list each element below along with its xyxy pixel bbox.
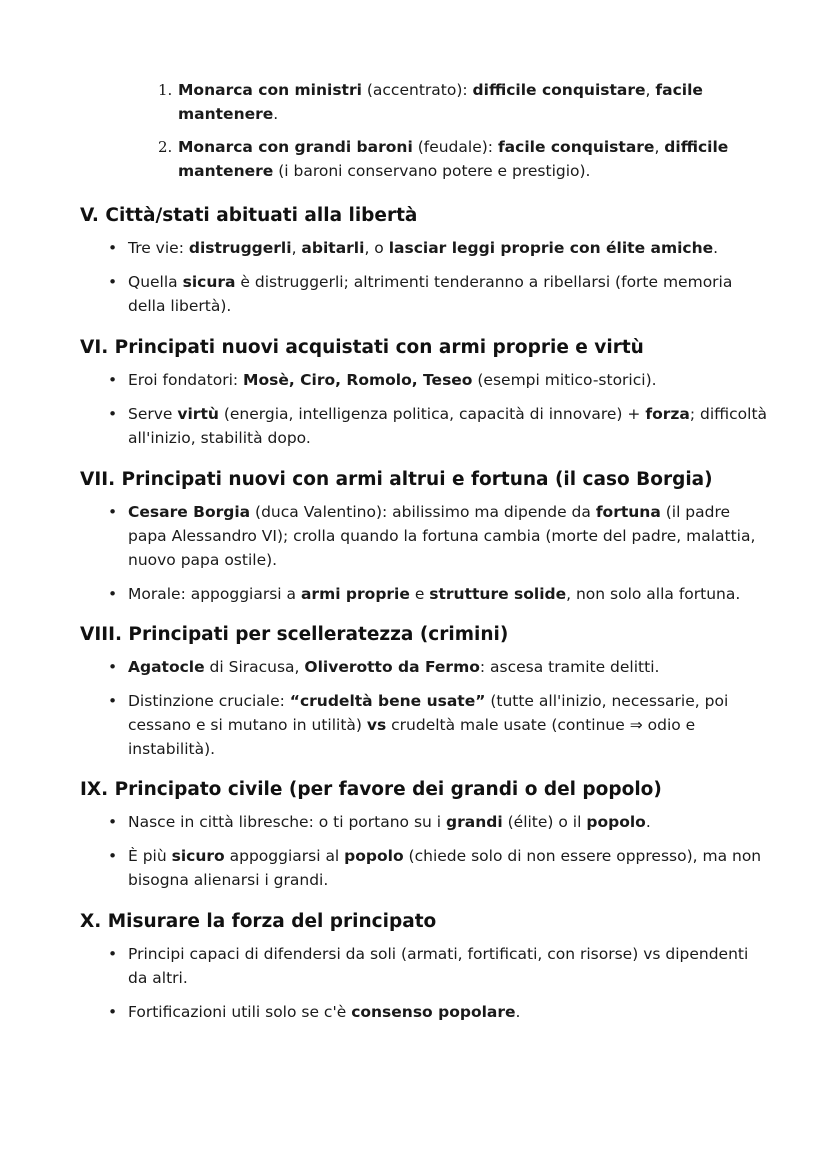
bullet-item (108, 270, 770, 318)
text-segment: (tutte all'inizio, necessarie, poi cessano e si mutano in utilità) (128, 692, 729, 734)
bullet-item (108, 655, 770, 679)
bold-text: fortuna (595, 503, 661, 521)
bullet-item (108, 236, 770, 260)
bullet-icon: • (108, 503, 118, 521)
bold-text: Monarca con grandi baroni (178, 138, 413, 156)
bullet-list (80, 368, 770, 450)
text-segment: È più (128, 847, 172, 865)
bold-text: virtù (177, 405, 219, 423)
bold-text: Cesare Borgia (128, 503, 251, 521)
bullet-icon: • (108, 239, 118, 257)
bullet-list (80, 655, 770, 761)
bullet-item (108, 582, 770, 606)
bold-text: lasciar leggi proprie con élite amiche (388, 239, 714, 257)
bold-text: Agatocle (128, 658, 205, 676)
bullet-list (80, 500, 770, 606)
bullet-list (80, 236, 770, 318)
bullet-list (80, 942, 770, 1024)
bullet-item (108, 810, 770, 834)
text-segment: Nasce in città libresche: o ti portano su i (128, 813, 447, 831)
text-segment: (accentrato): (361, 81, 473, 99)
text-segment: ; difficoltà all'inizio, stabilità dopo. (128, 405, 768, 447)
list-number: 1. (158, 81, 173, 99)
text-segment: , (291, 239, 302, 257)
section (80, 623, 770, 771)
bold-text: facile mantenere (178, 81, 703, 123)
text-segment: . (515, 1003, 521, 1021)
bold-text: sicura (182, 273, 236, 291)
bold-text: popolo (586, 813, 646, 831)
text-segment: (feudale): (412, 138, 498, 156)
text-segment: e (409, 585, 430, 603)
section (80, 204, 770, 328)
bold-text: abitarli (301, 239, 365, 257)
bullet-icon: • (108, 945, 118, 963)
bold-text: forza (645, 405, 690, 423)
text-segment: crudeltà male usate (continue ⇒ odio e instabilità). (128, 716, 696, 758)
section (80, 336, 770, 460)
bullet-item (108, 689, 770, 761)
bullet-item (108, 402, 770, 450)
text-segment: (chiede solo di non essere oppresso), ma non bisogna alienarsi i grandi. (128, 847, 762, 889)
bullet-item (108, 500, 770, 572)
text-segment: , non solo alla fortuna. (566, 585, 741, 603)
text-segment: , (645, 81, 656, 99)
bold-text: strutture solide (429, 585, 567, 603)
bullet-icon: • (108, 658, 118, 676)
text-segment: Principi capaci di difendersi da soli (armati, fortificati, con risorse) vs dipendenti da altri. (128, 945, 749, 987)
bullet-icon: • (108, 405, 118, 423)
bullet-icon: • (108, 585, 118, 603)
bold-text: difficile mantenere (178, 138, 729, 180)
bold-text: armi proprie (300, 585, 410, 603)
section-heading: VII. Principati nuovi con armi altrui e fortuna (il caso Borgia) (80, 469, 713, 490)
text-segment: (élite) o il (502, 813, 587, 831)
text-segment: di Siracusa, (204, 658, 305, 676)
bullet-icon: • (108, 1003, 118, 1021)
bold-text: vs (366, 716, 387, 734)
text-segment: (esempi mitico-storici). (472, 371, 657, 389)
section (80, 910, 770, 1034)
section-heading: VIII. Principati per scelleratezza (crimini) (80, 624, 509, 645)
bullet-item (108, 942, 770, 990)
bold-text: difficile conquistare (472, 81, 646, 99)
bold-text: grandi (446, 813, 503, 831)
bullet-list (80, 810, 770, 892)
text-segment: appoggiarsi al (224, 847, 345, 865)
numbered-list (158, 78, 748, 192)
text-segment: (il padre papa Alessandro VI); crolla quando la fortuna cambia (morte del padre, malattia, nuovo papa ostile). (128, 503, 756, 569)
bold-text: Oliverotto da Fermo (304, 658, 480, 676)
bullet-item (108, 844, 770, 892)
bold-text: Mosè, Ciro, Romolo, Teseo (243, 371, 473, 389)
bullet-item (108, 368, 770, 392)
text-segment: Morale: appoggiarsi a (128, 585, 301, 603)
bold-text: “crudeltà bene usate” (289, 692, 486, 710)
text-segment: è distruggerli; altrimenti tenderanno a ribellarsi (forte memoria della libertà). (128, 273, 733, 315)
list-number: 2. (158, 138, 173, 156)
section (80, 778, 770, 902)
text-segment: Eroi fondatori: (128, 371, 244, 389)
numbered-item (158, 135, 748, 183)
bold-text: popolo (344, 847, 404, 865)
bold-text: Monarca con ministri (178, 81, 362, 99)
text-segment: , o (364, 239, 389, 257)
text-segment: . (713, 239, 719, 257)
section-heading: IX. Principato civile (per favore dei grandi o del popolo) (80, 779, 662, 800)
section-heading: X. Misurare la forza del principato (80, 911, 437, 932)
text-segment: Quella (128, 273, 183, 291)
text-segment: : ascesa tramite delitti. (479, 658, 660, 676)
text-segment: Serve (128, 405, 178, 423)
text-segment: (duca Valentino): abilissimo ma dipende da (250, 503, 596, 521)
bold-text: distruggerli (188, 239, 292, 257)
bullet-icon: • (108, 813, 118, 831)
text-segment: Fortificazioni utili solo se c'è (128, 1003, 352, 1021)
text-segment: . (273, 105, 279, 123)
section-heading: V. Città/stati abituati alla libertà (80, 205, 418, 226)
text-segment: (i baroni conservano potere e prestigio). (273, 162, 591, 180)
bold-text: consenso popolare (351, 1003, 516, 1021)
section (80, 468, 770, 616)
text-segment: Tre vie: (128, 239, 189, 257)
text-segment: (energia, intelligenza politica, capacità di innovare) + (218, 405, 646, 423)
bullet-icon: • (108, 371, 118, 389)
bullet-icon: • (108, 273, 118, 291)
numbered-item (158, 78, 748, 126)
bold-text: facile conquistare (497, 138, 655, 156)
bullet-icon: • (108, 692, 118, 710)
section-heading: VI. Principati nuovi acquistati con armi proprie e virtù (80, 337, 644, 358)
text-segment: . (645, 813, 651, 831)
bullet-icon: • (108, 847, 118, 865)
bullet-item (108, 1000, 770, 1024)
bold-text: sicuro (171, 847, 225, 865)
text-segment: , (654, 138, 665, 156)
text-segment: Distinzione cruciale: (128, 692, 290, 710)
